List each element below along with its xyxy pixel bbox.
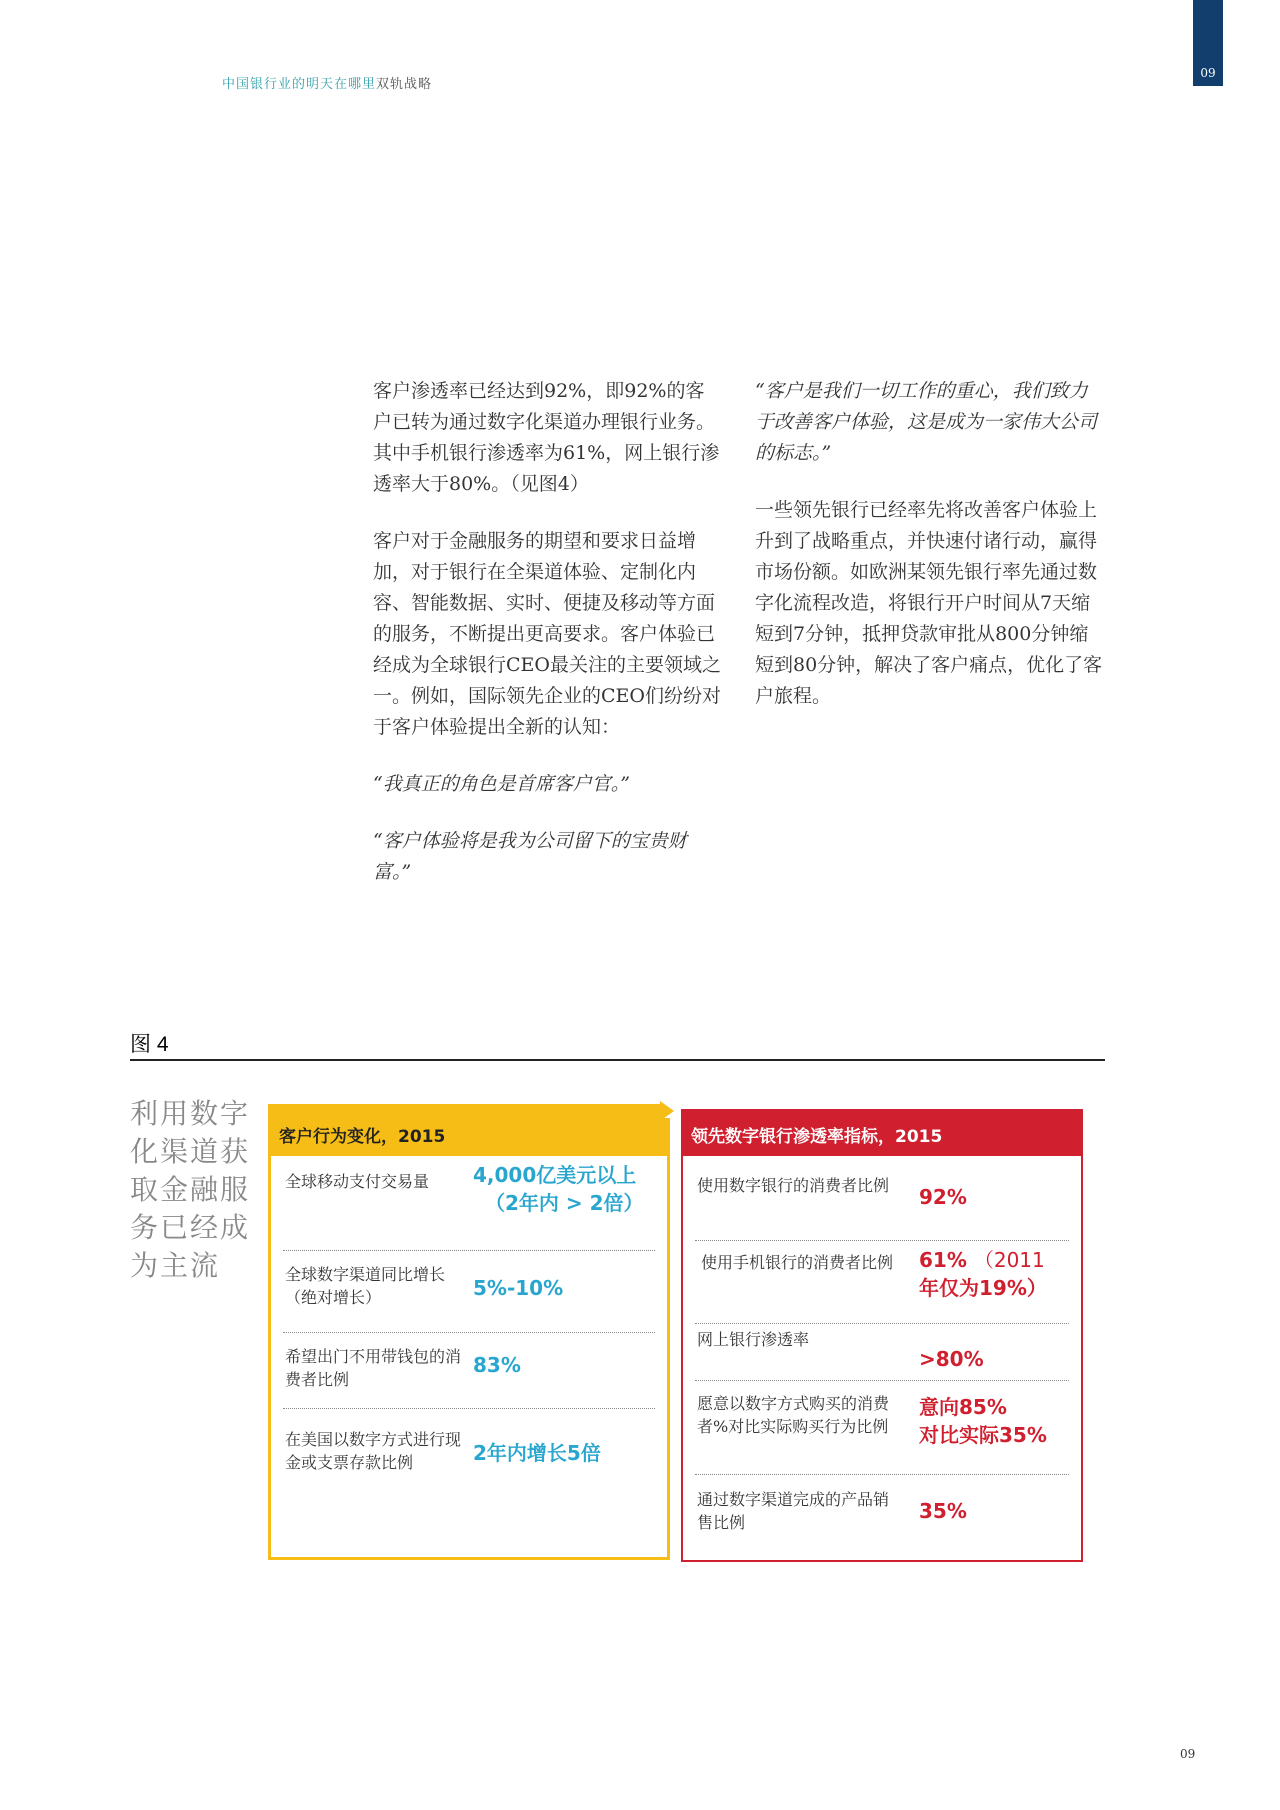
row-divider xyxy=(283,1250,655,1251)
arrow-bar xyxy=(268,1104,660,1118)
paragraph: 一些领先银行已经率先将改善客户体验上升到了战略重点，并快速付诸行动，赢得市场份额。如欧洲某领先银行率先通过数字化流程改造，将银行开户时间从7天缩短到7分钟，抵押贷款审批从800分钟缩短到80分钟，解决了客户痛点，优化了客户旅程。 xyxy=(755,499,1103,707)
panel-title: 领先数字银行渗透率指标，2015 xyxy=(683,1118,1081,1156)
stat-value-secondary: 年仅为19%） xyxy=(919,1276,1047,1300)
stat-value xyxy=(919,1247,1045,1273)
page-tab-number: 09 xyxy=(1200,66,1216,80)
row-divider xyxy=(283,1332,655,1333)
paragraph: 客户渗透率已经达到92%，即92%的客户已转为通过数字化渠道办理银行业务。其中手机银行渗透率为61%，网上银行渗透率大于80%。（见图4） xyxy=(373,380,720,495)
row-divider xyxy=(695,1240,1069,1241)
stat-value: 2年内增长5倍 xyxy=(473,1441,601,1465)
stat-label: 网上银行渗透率 xyxy=(697,1330,810,1349)
stat-value-extra: （2011 xyxy=(973,1248,1045,1272)
figure-label: 图 4 xyxy=(130,1033,169,1056)
stat-value-secondary: （2年内 > 2倍） xyxy=(485,1191,644,1215)
running-header xyxy=(222,73,432,92)
stat-value: 35% xyxy=(919,1499,967,1523)
stat-value: >80% xyxy=(919,1347,984,1371)
quote: “客户体验将是我为公司留下的宝贵财富。” xyxy=(373,830,687,883)
quote: “我真正的角色是首席客户官。” xyxy=(373,773,630,795)
stat-value: 5%-10% xyxy=(473,1276,564,1300)
customer-behavior-panel xyxy=(268,1118,670,1560)
page-number: 09 xyxy=(1180,1747,1196,1761)
row-divider xyxy=(695,1323,1069,1324)
stat-label: 使用数字银行的消费者比例 xyxy=(697,1176,890,1195)
paragraph: 客户对于金融服务的期望和要求日益增加，对于银行在全渠道体验、定制化内容、智能数据、实时、便捷及移动等方面的服务，不断提出更高要求。客户体验已经成为全球银行CEO最关注的主要领域之一。例如，国际领先企业的CEO们纷纷对于客户体验提出全新的认知： xyxy=(373,530,721,738)
stat-label: 全球数字渠道同比增长（绝对增长） xyxy=(285,1265,446,1307)
stat-label: 通过数字渠道完成的产品销售比例 xyxy=(697,1490,890,1532)
stat-value: 意向85% xyxy=(919,1395,1007,1419)
stat-label: 使用手机银行的消费者比例 xyxy=(701,1253,894,1272)
stat-label: 全球移动支付交易量 xyxy=(285,1172,430,1191)
stat-value-secondary: 对比实际35% xyxy=(919,1423,1047,1447)
stat-label: 在美国以数字方式进行现金或支票存款比例 xyxy=(285,1430,462,1472)
stat-value-main: 61% xyxy=(919,1248,967,1272)
row-divider xyxy=(283,1408,655,1409)
running-subtitle: 双轨战略 xyxy=(376,77,433,92)
stat-label: 希望出门不用带钱包的消费者比例 xyxy=(285,1347,462,1389)
stat-value: 4,000亿美元以上 xyxy=(473,1163,637,1187)
running-title: 中国银行业的明天在哪里 xyxy=(222,77,377,92)
figure-side-title: 利用数字化渠道获取金融服务已经成为主流 xyxy=(130,1097,251,1282)
stat-value: 83% xyxy=(473,1353,521,1377)
figure-divider xyxy=(130,1059,1105,1061)
digital-penetration-panel xyxy=(681,1116,1083,1562)
body-column-left xyxy=(373,376,723,914)
panel-title: 客户行为变化，2015 xyxy=(271,1118,667,1156)
page-tab xyxy=(1193,0,1223,86)
stat-value: 92% xyxy=(919,1185,967,1209)
body-column-right xyxy=(755,376,1105,738)
quote: “客户是我们一切工作的重心，我们致力于改善客户体验，这是成为一家伟大公司的标志。” xyxy=(755,380,1098,464)
stat-label: 愿意以数字方式购买的消费者%对比实际购买行为比例 xyxy=(697,1394,890,1436)
row-divider xyxy=(695,1380,1069,1381)
row-divider xyxy=(695,1474,1069,1475)
